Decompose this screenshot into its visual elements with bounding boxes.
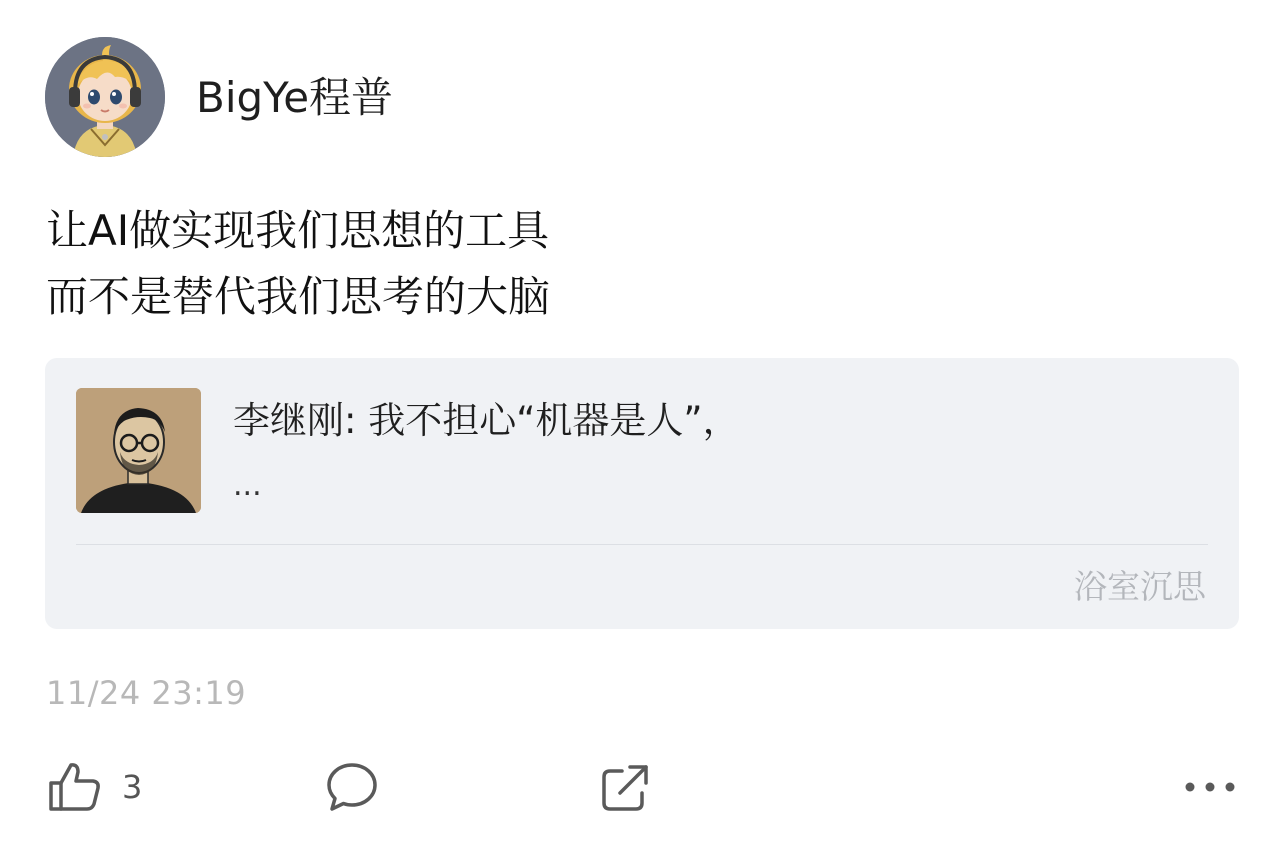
like-button[interactable] [46,757,142,817]
quoted-article-card[interactable] [45,358,1239,629]
thumbs-up-icon [46,759,102,815]
quote-thumbnail [76,388,201,513]
comment-bubble-icon [324,759,380,815]
post-text [46,198,550,330]
quote-title: 李继刚: 我不担心“机器是人”， [233,399,740,442]
author-avatar[interactable] [45,37,165,157]
comment-button[interactable] [324,757,380,817]
quote-divider [76,544,1208,545]
quote-source[interactable]: 浴室沉思 [1074,567,1206,606]
share-icon [598,759,654,815]
more-dots-icon [1180,759,1240,815]
author-name[interactable]: BigYe程普 [196,73,394,122]
post-timestamp: 11/24 23:19 [46,674,247,712]
more-button[interactable] [1180,757,1240,817]
post-line-1: 让AI做实现我们思想的工具 [46,206,550,255]
like-count: 3 [122,768,143,806]
cartoon-avatar-icon [45,37,165,157]
portrait-sketch-icon [76,388,201,513]
share-button[interactable] [598,757,654,817]
quote-ellipsis: ... [233,468,262,503]
post-line-2: 而不是替代我们思考的大脑 [46,272,551,321]
